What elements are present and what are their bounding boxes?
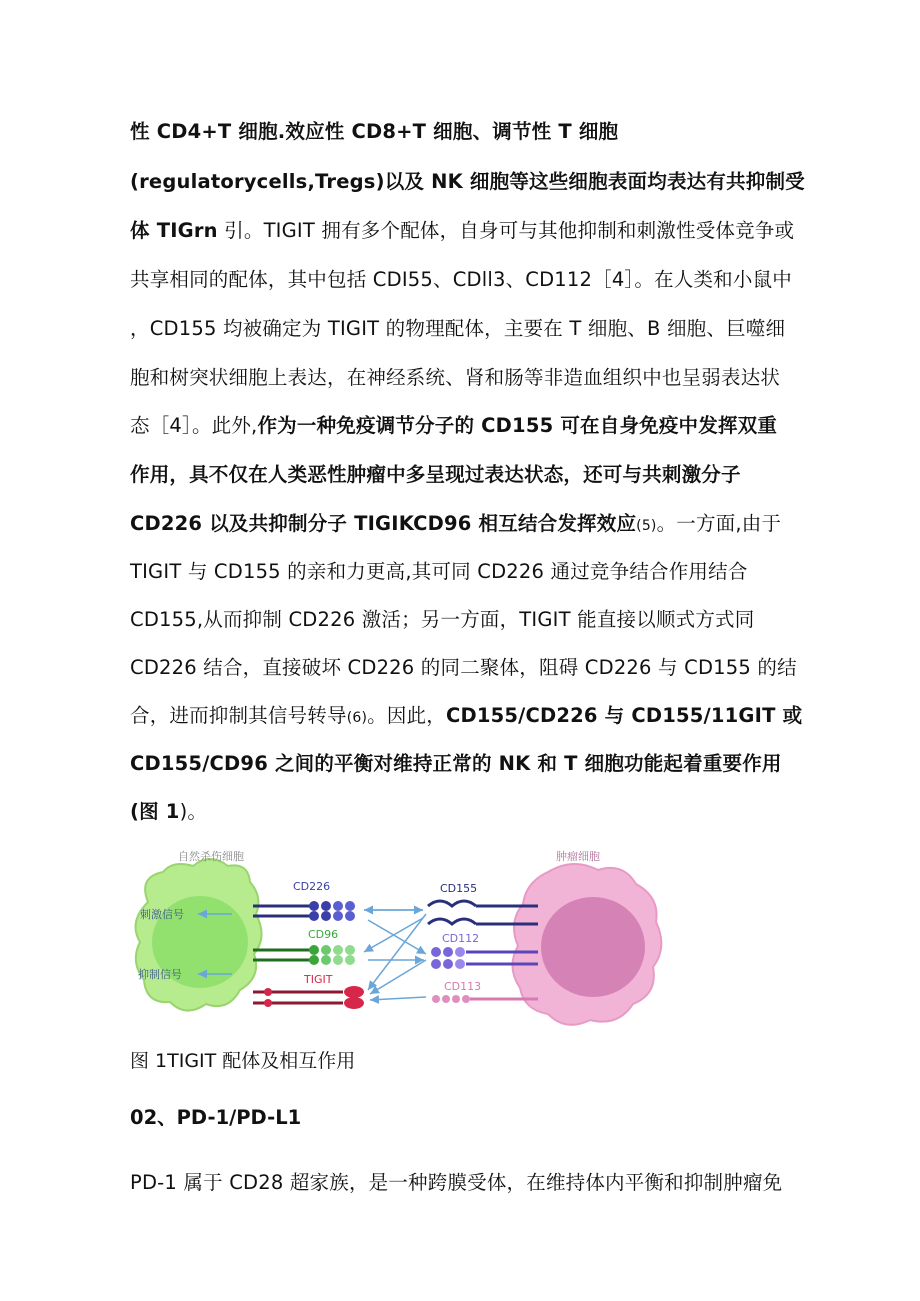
paragraph-line-8: 作用，具不仅在人类恶性肿瘤中多呈现过表达状态，还可与共刺激分子 bbox=[130, 463, 741, 486]
paragraph-line-3: 体 TIGrn 引。TIGIT 拥有多个配体，自身可与其他抑制和刺激性受体竞争或 bbox=[130, 219, 795, 242]
paragraph-line-5: ，CD155 均被确定为 TIGIT 的物理配体，主要在 T 细胞、B 细胞、巨噬细 bbox=[130, 317, 786, 340]
paragraph-line-7: 态［4］。此外,作为一种免疫调节分子的 CD155 可在自身免疫中发挥双重 bbox=[130, 414, 778, 437]
cd96-receptor bbox=[253, 945, 355, 965]
paragraph-line-2: (regulatorycells,Tregs)以及 NK 细胞等这些细胞表面均表达有共抑制受 bbox=[130, 170, 805, 193]
paragraph-line-14: CD155/CD96 之间的平衡对维持正常的 NK 和 T 细胞功能起着重要作用 bbox=[130, 752, 782, 775]
paragraph-line-11: CD155,从而抑制 CD226 激活；另一方面，TIGIT 能直接以顺式方式同 bbox=[130, 608, 755, 631]
ligand-label-cd113: CD113 bbox=[444, 980, 482, 993]
citation-5: (5) bbox=[636, 518, 657, 534]
receptor-label-tigit: TIGIT bbox=[304, 973, 333, 986]
ligand-label-cd155: CD155 bbox=[440, 882, 478, 895]
tumor-cell-nucleus bbox=[541, 897, 645, 997]
paragraph2-line-1: PD-1 属于 CD28 超家族，是一种跨膜受体，在维持体内平衡和抑制肿瘤免 bbox=[130, 1171, 783, 1194]
paragraph-line-13: 合，进而抑制其信号转导(6)。因此，CD155/CD226 与 CD155∕11GIT 或 bbox=[130, 704, 803, 727]
paragraph-line-10: TIGIT 与 CD155 的亲和力更高,其可同 CD226 通过竞争结合作用结合 bbox=[130, 560, 748, 583]
receptor-label-cd96: CD96 bbox=[308, 928, 339, 941]
paragraph-line-4: 共享相同的配体，其中包括 CDI55、CDll3、CD112［4］。在人类和小鼠中 bbox=[130, 268, 792, 291]
paragraph-line-6: 胞和树突状细胞上表达，在神经系统、肾和肠等非造血组织中也呈弱表达状 bbox=[130, 366, 781, 389]
figure-caption: 图 1TIGIT 配体及相互作用 bbox=[130, 1050, 356, 1072]
ligand-label-cd112: CD112 bbox=[442, 932, 480, 945]
paragraph-line-9: CD226 以及共抑制分子 TIGIKCD96 相互结合发挥效应(5)。一方面,由于 bbox=[130, 512, 782, 535]
paragraph-line-1: 性 CD4+T 细胞.效应性 CD8+T 细胞、调节性 T 细胞 bbox=[130, 120, 619, 143]
inhib-signal-label: 抑制信号 bbox=[138, 968, 182, 981]
cd226-receptor bbox=[253, 901, 355, 921]
interaction-arrows bbox=[364, 910, 426, 1000]
stim-signal-label: 刺激信号 bbox=[140, 908, 184, 921]
citation-6: (6) bbox=[346, 710, 368, 726]
tigit-interaction-figure bbox=[128, 842, 668, 1042]
receptor-label-cd226: CD226 bbox=[293, 880, 331, 893]
tigit-receptor bbox=[253, 986, 364, 1009]
section-heading: 02、PD-1/PD-L1 bbox=[130, 1106, 302, 1129]
paragraph-line-12: CD226 结合，直接破坏 CD226 的同二聚体，阻碍 CD226 与 CD155 的结 bbox=[130, 656, 797, 679]
figure-svg bbox=[128, 842, 668, 1042]
tumor-cell-title: 肿瘤细胞 bbox=[556, 850, 600, 863]
paragraph-line-15: (图 1)。 bbox=[130, 800, 208, 823]
nk-cell-title: 自然杀伤细胞 bbox=[178, 850, 244, 863]
